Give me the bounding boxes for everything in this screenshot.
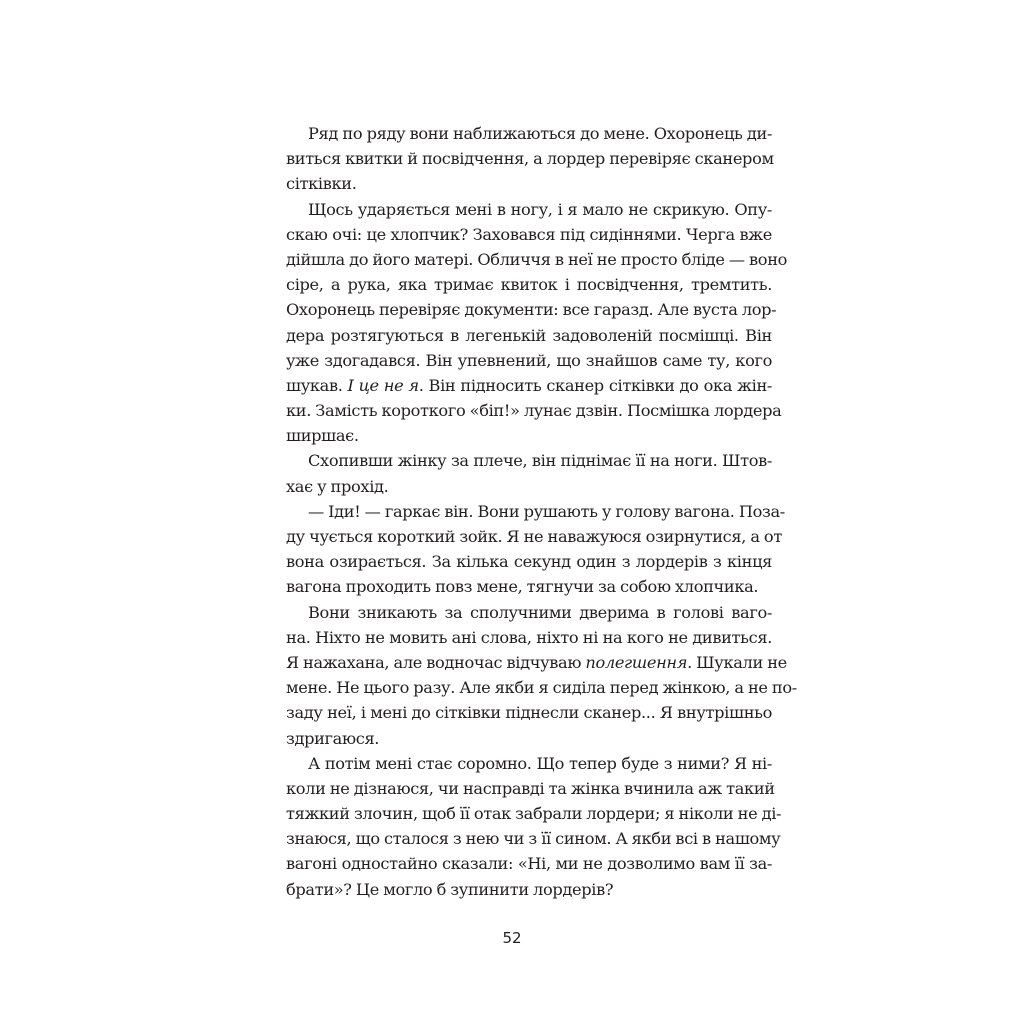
text-run: Я нажахана, але водночас відчуваю	[286, 652, 586, 672]
page-number: 52	[502, 929, 522, 947]
text-run: шукав.	[286, 375, 348, 395]
text-run: . Він підносить сканер сітківки до ока жін-	[418, 375, 773, 395]
text-line: Схопивши жінку за плече, він піднімає її на ноги. Штов-	[308, 451, 772, 471]
text-line: ду чується короткий зойк. Я не наважуюся озирнутися, а от	[286, 527, 782, 546]
text-line: уже здогадався. Він упевнений, що знайшов саме ту, кого	[286, 350, 772, 370]
text-line: дійшла до його матері. Обличчя в неї не просто бліде — воно	[286, 249, 788, 269]
text-line: коли не дізнаюся, чи насправді та жінка вчинила аж такий	[286, 778, 775, 798]
text-line: Ряд по ряду вони наближаються до мене. Охоронець ди-	[308, 124, 772, 143]
text-line: Вони зникають за сполучними дверима в голові ваго-	[308, 602, 772, 622]
text-line: сіре, а рука, яка тримає квиток і посвідчення, тремтить.	[286, 275, 772, 295]
text-line: знаюся, що сталося з нею чи з її сином. А якби всі в нашому	[286, 829, 781, 849]
text-line: А потім мені стає соромно. Що тепер буде з ними? Я ні-	[308, 753, 772, 773]
body-text	[286, 121, 797, 902]
text-run: . Шукали не	[687, 652, 787, 672]
text-line: вона озирається. За кілька секунд один з лордерів з кінця	[286, 552, 772, 572]
text-line-with-italic	[286, 650, 787, 675]
text-line: вагона проходить повз мене, тягнучи за собою хлопчика.	[286, 577, 759, 597]
text-line: скаю очі: це хлопчик? Заховався під сидіннями. Черга вже	[286, 224, 772, 244]
text-line: хає у прохід.	[286, 476, 389, 496]
text-line: заду неї, і мені до сітківки піднесли сканер... Я внутрішньо	[286, 703, 772, 723]
text-line: вагоні одностайно сказали: «Ні, ми не дозволимо вам її за-	[286, 854, 772, 874]
text-line: Охоронець перевіряє документи: все гаразд. Але вуста лор-	[286, 300, 777, 320]
italic-phrase: І це не я	[347, 375, 419, 395]
dialogue-line: — Іди! — гаркає він. Вони рушають у голову вагона. Поза-	[308, 501, 785, 521]
text-line: ки. Замість короткого «біп!» лунає дзвін. Посмішка лордера	[286, 401, 782, 421]
text-line: ширшає.	[286, 426, 359, 446]
text-line: тяжкий злочин, щоб її отак забрали лордери; я ніколи не ді-	[286, 804, 782, 824]
text-line: брати»? Це могло б зупинити лордерів?	[286, 879, 614, 899]
italic-phrase: полегшення	[585, 652, 688, 672]
text-line: мене. Не цього разу. Але якби я сиділа перед жінкою, а не по-	[286, 678, 797, 698]
text-line: сітківки.	[286, 174, 357, 194]
text-line: Щось ударяється мені в ногу, і я мало не скрикую. Опу-	[308, 199, 772, 219]
text-line: дера розтягуються в легенькій задоволеній посмішці. Він	[286, 325, 772, 345]
text-line: виться квитки й посвідчення, а лордер перевіряє сканером	[286, 149, 774, 169]
text-line: на. Ніхто не мовить ані слова, ніхто ні на кого не дивиться.	[286, 627, 772, 647]
text-line-with-italic	[286, 373, 772, 398]
text-line: здригаюся.	[286, 728, 380, 748]
